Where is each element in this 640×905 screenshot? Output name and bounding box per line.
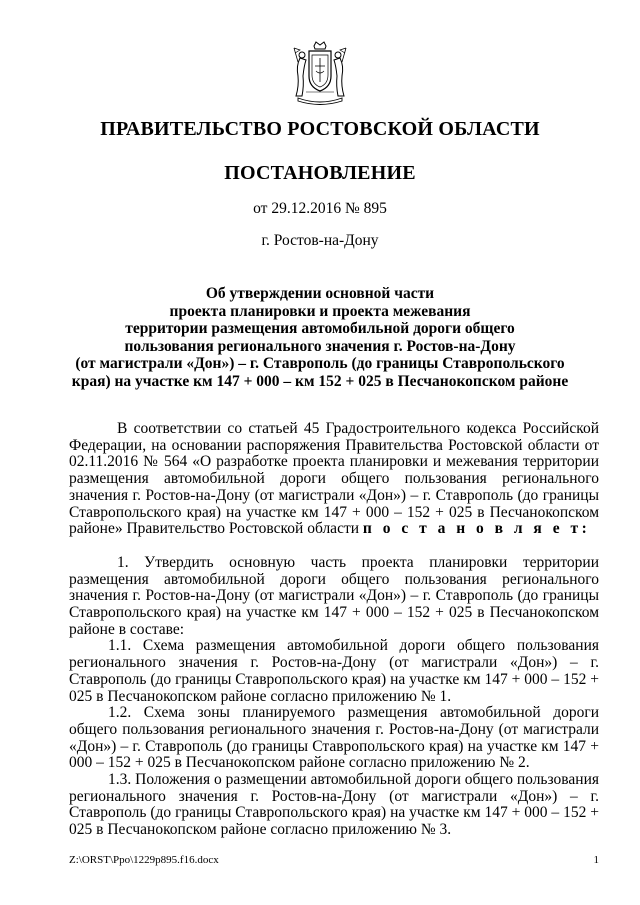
organization-title: ПРАВИТЕЛЬСТВО РОСТОВСКОЙ ОБЛАСТИ (100, 118, 540, 140)
file-path: Z:\ORST\Ppo\1229p895.f16.docx (69, 854, 219, 866)
page-footer (69, 854, 599, 866)
coat-of-arms-icon (292, 40, 348, 106)
city: г. Ростов-на-Дону (261, 232, 379, 249)
document-body (69, 421, 599, 839)
preamble-paragraph (69, 421, 599, 538)
title-line: территории размещения автомобильной дороги общего (125, 320, 515, 338)
preamble-text: В соответствии со статьей 45 Градостроительного кодекса Российской Федерации, на основании распоряжения Правительства Ростовской области от 02.11.2016 № 564 «О разработке проекта планировки и межевания территории размещения автомобильной дороги общего пользования регионального значения г. Ростов-на-Дону (от магистрали «Дон») – г. Ставрополь (до границы Ставропольского края) на участке км 147 + 000 – 152 + 025 в Песчанокопском районе» Правительство Ростовской области (69, 420, 599, 538)
item-1-1-paragraph: 1.1. Схема размещения автомобильной дороги общего пользования регионального значения г. Ростов-на-Дону (от магистрали «Дон») – г. Ставрополь (до границы Ставропольского края) на участке км 147 + 000 – 152 + 025 в Песчанокопском районе согласно приложению № 1. (69, 637, 599, 705)
item-1-2-paragraph: 1.2. Схема зоны планируемого размещения автомобильной дороги общего пользования регионального значения г. Ростов-на-Дону (от магистрали «Дон») – г. Ставрополь (до границы Ставропольского края) на участке км 147 + 000 – 152 + 025 в Песчанокопском районе согласно приложению № 2. (69, 704, 599, 772)
item-1-3-paragraph: 1.3. Положения о размещении автомобильной дороги общего пользования регионального значения г. Ростов-на-Дону (от магистрали «Дон») – г. Ставрополь (до границы Ставропольского края) на участке км 147 + 000 – 152 + 025 в Песчанокопском районе согласно приложению № 3. (69, 771, 599, 839)
item-1-paragraph: 1. Утвердить основную часть проекта планировки территории размещения автомобильной дороги общего пользования регионального значения г. Ростов-на-Дону (от магистрали «Дон») – г. Ставрополь (до границы Ставропольского края) на участке км 147 + 000 – 152 + 025 в Песчанокопском районе в составе: (69, 553, 599, 638)
page-number: 1 (593, 854, 599, 866)
date-number: от 29.12.2016 № 895 (253, 200, 387, 217)
title-line: (от магистрали «Дон») – г. Ставрополь (до границы Ставропольского (75, 355, 565, 373)
title-line: Об утверждении основной части (205, 285, 435, 302)
resolution-title (70, 285, 570, 391)
title-line: пользования регионального значения г. Ростов-на-Дону (124, 337, 516, 355)
title-line: проекта планировки и проекта межевания (169, 302, 471, 320)
title-line: края) на участке км 147 + 000 – км 152 + 025 в Песчанокопском районе (71, 372, 569, 390)
resolves-keyword: п о с т а н о в л я е т: (362, 520, 591, 538)
document-type: ПОСТАНОВЛЕНИЕ (224, 162, 416, 184)
